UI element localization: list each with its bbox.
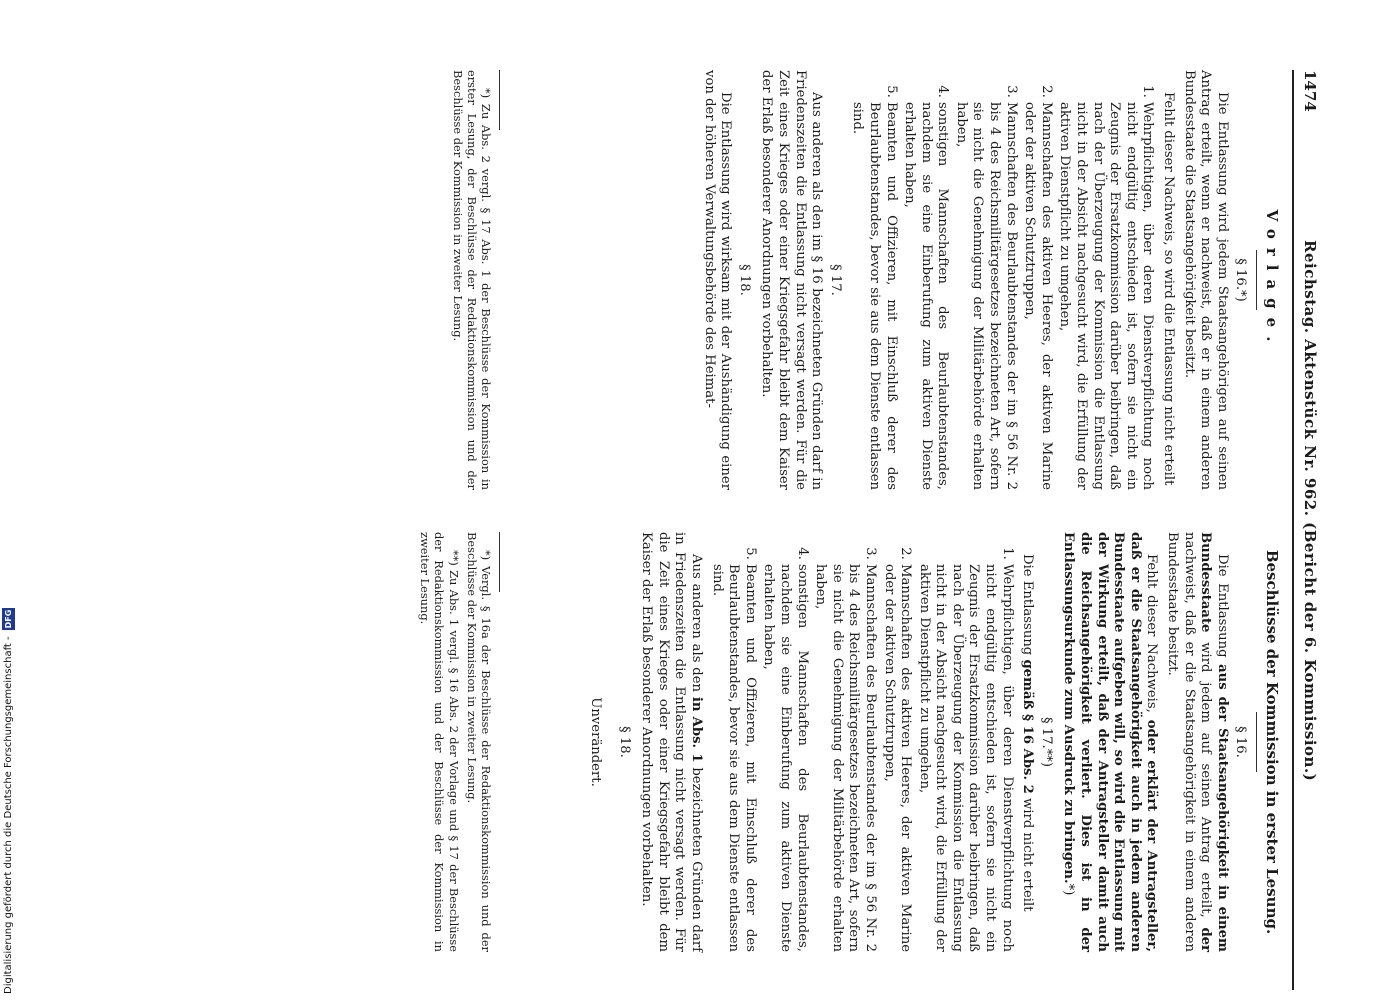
- footnote-mark: *): [1061, 883, 1077, 896]
- text-run: wird jedem auf seinen Antrag erteilt,: [1198, 632, 1214, 928]
- list-item: 5. Beamten und Offizieren, mit Einschluß derer des Beurlaubtenstandes, bevor sie aus dem Dienste entlassen sind.: [849, 102, 899, 490]
- footnotes-vorlage: [446, 70, 500, 490]
- list-item: 3. Mannschaften des Beurlaubtenstandes der im § 56 Nr. 2 bis 4 des Reichsmilitärgesetzes bezeichneten Art, sofern sie nicht die Genehmigung der Militärbehörde erhalten haben,: [812, 564, 878, 952]
- text-run: bezeichneten Gründen darf in Friedenszeiten die Entlassung nicht versagt werden. Für die Zeit eines Krieges oder einer Kriegsgefahr bleibt dem Kaiser der Erlaß besonderer Anordnungen vorbehalten.: [639, 532, 704, 952]
- page-title: Reichstag. Aktenstück Nr. 962. (Bericht der 6. Kommission.): [1301, 240, 1319, 782]
- emphasized-text: oder erklärt der Antragsteller, daß er die Staatsangehörigkeit auch in jedem anderen Bundesstaate aufgeben will, so wird die Entlassung mit der Wirkung erteilt, daß der Antragsteller damit auch die Reichsangehörigkeit verliert. Dies ist in der Entlassungsurkunde zum Ausdruck zu bringen.: [1061, 532, 1160, 952]
- text-run: Fehlt dieser Nachweis,: [1144, 554, 1160, 720]
- list-item: 5. Beamten und Offizieren, mit Einschluß derer des Beurlaubtenstandes, bevor sie aus dem Dienste entlassen sind.: [708, 564, 758, 952]
- emphasized-text: aus der Staatsangehörigkeit in einem Bundesstaate: [1198, 532, 1230, 952]
- digitization-credit: [2, 0, 16, 1000]
- unchanged-note: Unverändert.: [588, 697, 604, 787]
- section-title: § 17.: [827, 264, 843, 296]
- list-item: 4. sonstigen Mannschaften des Beurlaubtenstandes, nachdem sie eine Einberufung zum aktiven Dienste erhalten haben,: [760, 564, 810, 952]
- document-page: [30, 70, 1320, 990]
- paragraph: [638, 532, 704, 952]
- text-run: wird nicht erteilt: [1020, 793, 1036, 912]
- numbered-list: [849, 70, 1156, 490]
- footnote: **) Zu Abs. 1 vergl. § 16 Abs. 2 der Vorlage und § 17 der Beschlüsse der Redaktionskommission und der Beschlüsse der Kommission in zweiter Lesung.: [418, 532, 461, 952]
- divider: [1256, 712, 1257, 772]
- list-item: 3. Mannschaften des Beurlaubtenstandes der im § 56 Nr. 2 bis 4 des Reichsmilitärgesetzes bezeichneten Art, sofern sie nicht die Genehmigung der Militärbehörde erhalten haben,: [952, 102, 1018, 490]
- paragraph: Die Entlassung wird jedem Staatsangehörigen auf seinen Antrag erteilt, wenn er nachweist, daß er in einem anderen Bundesstaate die Staatsangehörigkeit besitzt.: [1181, 70, 1230, 490]
- column-heading: Vorlage.: [1263, 209, 1281, 351]
- paragraph: [1163, 532, 1229, 952]
- emphasized-text: der: [1198, 927, 1214, 952]
- numbered-list: [708, 532, 1015, 952]
- credit-text: Digitalisierung gefördert durch die Deutsche Forschungsgemeinschaft -: [3, 636, 14, 994]
- divider: [1256, 250, 1257, 310]
- section-title: § 17.**): [1038, 716, 1054, 768]
- page-header: [1292, 70, 1320, 990]
- footnote-separator: [499, 532, 500, 592]
- text-run: Die Entlassung: [1214, 554, 1230, 665]
- section-title: § 16.*): [1233, 258, 1249, 302]
- column-beschluesse: [574, 532, 1280, 952]
- paragraph: Die Entlassung wird wirksam mit der Aushändigung einer von der höheren Verwaltungsbehörde des Heimat-: [701, 70, 734, 490]
- footnotes-beschluesse: [414, 532, 500, 952]
- section-title: § 16.: [1233, 726, 1249, 758]
- list-item: 2. Mannschaften des aktiven Heeres, der aktiven Marine oder der aktiven Schutztruppen,: [1021, 102, 1054, 490]
- column-heading: Beschlüsse der Kommission in erster Lesung.: [1263, 549, 1281, 935]
- section-title: § 18.: [616, 726, 632, 758]
- section-title: § 18.: [736, 264, 752, 296]
- text-run: Die Entlassung: [1020, 554, 1036, 660]
- emphasized-text: in Abs. 1: [689, 696, 704, 763]
- list-item: 2. Mannschaften des aktiven Heeres, der aktiven Marine oder der aktiven Schutztruppen,: [880, 564, 913, 952]
- list-item: 4. sonstigen Mannschaften des Beurlaubtenstandes, nachdem sie eine Einberufung zum aktiven Dienste erhalten haben,: [901, 102, 951, 490]
- footnote: *) Vergl. § 16a der Beschlüsse der Redaktionskommission und der Beschlüsse der Kommission in zweiter Lesung.: [464, 532, 493, 952]
- paragraph: Fehlt dieser Nachweis, so wird die Entlassung nicht erteilt: [1161, 92, 1177, 486]
- text-run: Aus anderen als den: [689, 554, 704, 697]
- paragraph: [1019, 532, 1036, 952]
- paragraph: Aus anderen als den im § 16 bezeichneten Gründen darf in Friedenszeiten die Entlassung nicht versagt werden. Für die Zeit eines Krieges oder einer Kriegsgefahr bleibt dem Kaiser der Erlaß besonderer Anordnungen vorbehalten.: [759, 70, 825, 490]
- paragraph: [1060, 532, 1160, 952]
- list-item: 1. Wehrpflichtigen, über deren Dienstverpflichtung noch nicht endgültig entschieden ist, sofern sie nicht ein Zeugnis der Ersatzkommission darüber beibringen, daß nach der Überzeugung der Kommission die Entlassung nicht in der Absicht nachgesucht wird, die Erfüllung der aktiven Dienstpflicht zu umgehen,: [1056, 102, 1156, 490]
- text-run: nachweist, daß er die Staatsangehörigkeit in einem anderen Bundesstaate besitzt.: [1165, 532, 1197, 952]
- page-number: 1474: [1301, 70, 1319, 112]
- column-vorlage: [696, 70, 1280, 490]
- list-item: 1. Wehrpflichtigen, über deren Dienstverpflichtung noch nicht endgültig entschieden ist, sofern sie nicht ein Zeugnis der Ersatzkommission darüber beibringen, daß nach der Überzeugung der Kommission die Entlassung nicht in der Absicht nachgesucht wird, die Erfüllung der aktiven Dienstpflicht zu umgehen,: [915, 564, 1015, 952]
- footnote: *) Zu Abs. 2 vergl. § 17 Abs. 1 der Beschlüsse der Kommission in erster Lesung, der Beschlüsse der Redaktionskommission und der Beschlüsse der Kommission in zweiter Lesung.: [450, 70, 493, 490]
- footnote-separator: [499, 70, 500, 130]
- emphasized-text: gemäß § 16 Abs. 2: [1020, 659, 1036, 794]
- dfg-logo: DFG: [4, 609, 13, 629]
